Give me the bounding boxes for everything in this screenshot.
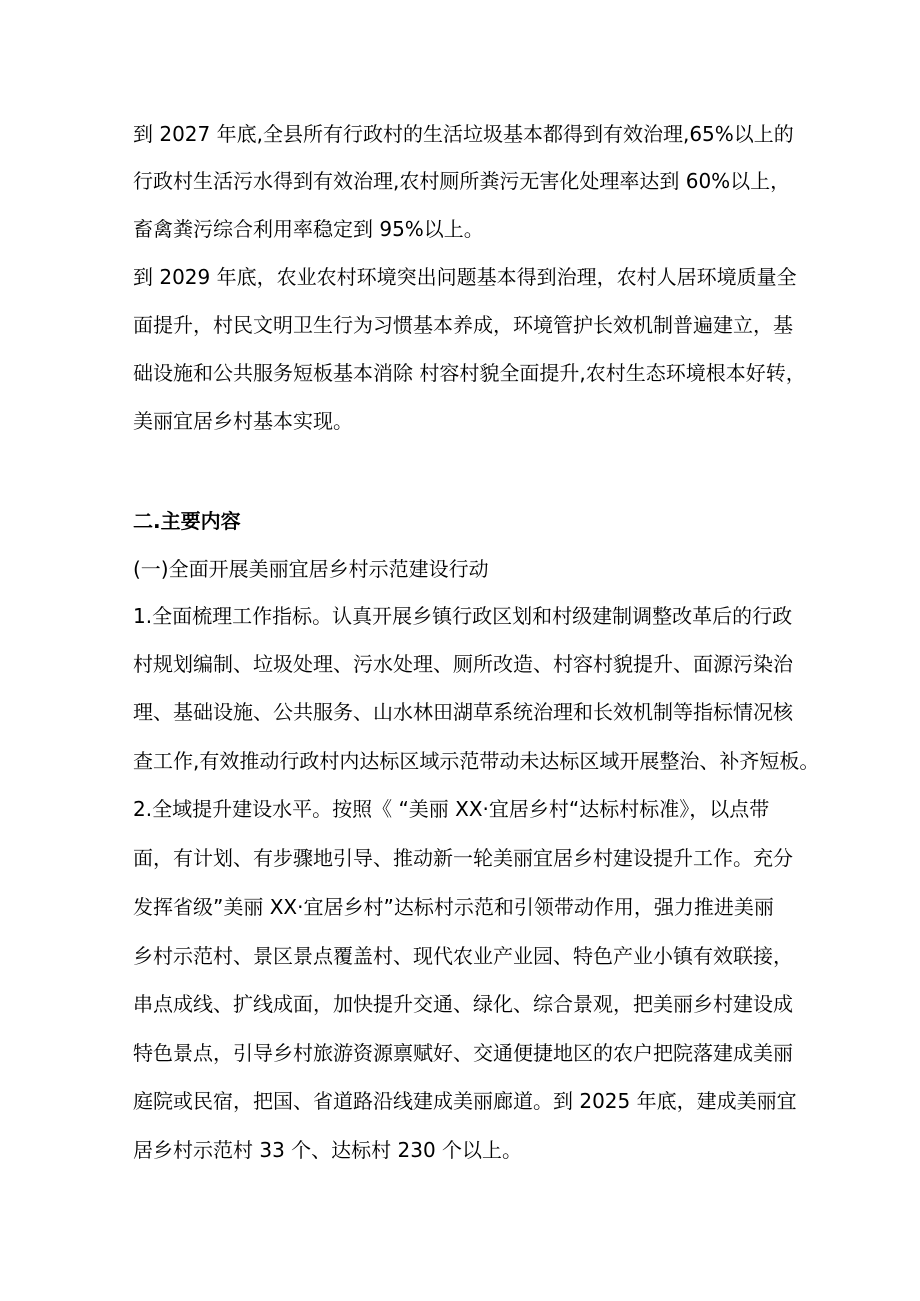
item-2-line-3: 发挥省级”美丽 XX·宜居乡村”达标村示范和引领带动作用，强力推进美丽	[133, 895, 774, 919]
subsection-heading: (一)全面开展美丽宜居乡村示范建设行动	[133, 557, 489, 581]
paragraph-2-line-1: 到 2029 年底，农业农村环境突出问题基本得到治理，农村人居环境质量全	[133, 265, 797, 289]
item-2-line-5: 串点成线、扩线成面，加快提升交通、绿化、综合景观，把美丽乡村建设成	[133, 992, 793, 1016]
paragraph-1-line-2: 行政村生活污水得到有效治理,农村厕所粪污无害化处理率达到 60%以上，	[133, 169, 791, 193]
item-2-line-6: 特色景点，引导乡村旅游资源禀赋好、交通便捷地区的农户把院落建成美丽	[133, 1041, 793, 1065]
item-2-line-7: 庭院或民宿，把国、省道路沿线建成美丽廊道。到 2025 年底，建成美丽宜	[133, 1089, 797, 1113]
item-2-line-2: 面，有计划、有步骤地引导、推动新一轮美丽宜居乡村建设提升工作。充分	[133, 846, 793, 870]
item-2-line-1: 2.全域提升建设水平。按照《 “美丽 XX·宜居乡村“达标村标准》，以点带	[133, 797, 770, 821]
item-2-line-8: 居乡村示范村 33 个、达标村 230 个以上。	[133, 1138, 523, 1162]
item-1-line-1: 1.全面梳理工作指标。认真开展乡镇行政区划和村级建制调整改革后的行政	[133, 604, 793, 628]
item-1-line-3: 理、基础设施、公共服务、山水林田湖草系统治理和长效机制等指标情况核	[133, 700, 793, 724]
section-heading: 二.主要内容	[133, 509, 241, 533]
paragraph-1-line-3: 畜禽粪污综合利用率稳定到 95%以上。	[133, 217, 484, 241]
paragraph-1-line-1: 到 2027 年底,全县所有行政村的生活垃圾基本都得到有效治理,65%以上的	[133, 122, 794, 146]
item-2-line-4: 乡村示范村、景区景点覆盖村、现代农业产业园、特色产业小镇有效联接，	[133, 944, 793, 968]
paragraph-2-line-3: 础设施和公共服务短板基本消除 村容村貌全面提升,农村生态环境根本好转，	[133, 361, 806, 385]
paragraph-2-line-4: 美丽宜居乡村基本实现。	[133, 409, 353, 433]
item-1-line-4: 查工作,有效推动行政村内达标区域示范带动未达标区域开展整治、补齐短板。	[133, 749, 820, 773]
item-1-line-2: 村规划编制、垃圾处理、污水处理、厕所改造、村容村貌提升、面源污染治	[133, 652, 793, 676]
paragraph-2-line-2: 面提升，村民文明卫生行为习惯基本养成，环境管护长效机制普遍建立，基	[133, 313, 793, 337]
